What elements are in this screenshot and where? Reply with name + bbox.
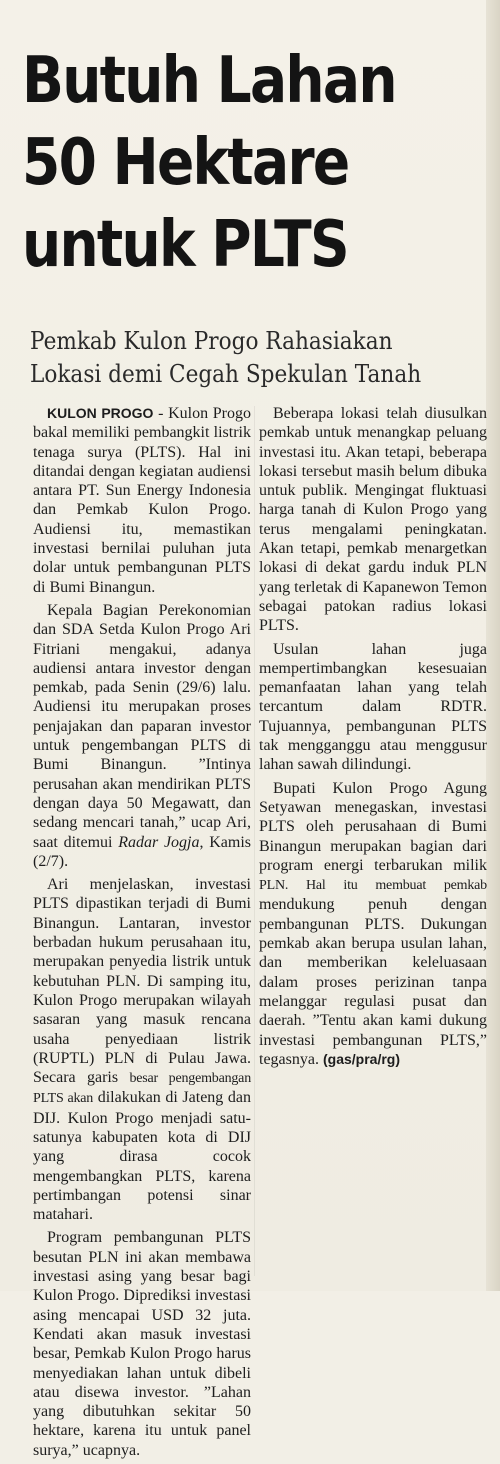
headline-line: Butuh Lahan <box>22 44 396 118</box>
paragraph-text: dilakukan di Jateng dan DIJ. Kulon Progo menjadi satu-satunya kabupaten kota di DIJ yang dirasa cocok mengembangkan PLTS, karena pertimbangan potensi sinar matahari. <box>33 1089 251 1224</box>
paragraph-text: besar pengembangan PLTS akan <box>33 1071 251 1107</box>
paragraph-1 <box>33 404 251 597</box>
paragraph-2 <box>33 601 251 871</box>
paragraph-text: Ari menjelaskan, investasi PLTS dipastikan terjadi di Bumi Binangun. Lantaran, investor berbadan hukum perusahaan itu, merupakan penyedia listrik untuk kebutuhan PLN. Di samping itu, Kulon Progo merupakan wilayah sasaran yang masuk rencana usaha penyediaan listrik (RUPTL) PLN di Pulau Jawa. Secara garis <box>33 876 251 1087</box>
paragraph-text: PLN. Hal itu membuat pemkab <box>259 878 487 894</box>
adjacent-page-edge <box>486 0 500 1291</box>
column-divider <box>254 406 255 1276</box>
paragraph-text: Bupati Kulon Progo Agung Setyawan menegaskan, investasi PLTS oleh perusahaan di Bumi Binangun merupakan bagian dari program energi terbarukan milik <box>259 779 487 874</box>
article-column-right <box>259 404 487 1073</box>
paragraph-5: Beberapa lokasi telah diusulkan pemkab untuk menangkap peluang investasi itu. Akan tetapi, beberapa lokasi tersebut masih belum dibuka untuk publik. Mengingat fluktuasi harga tanah di Kulon Progo yang terus mengalami peningkatan. Akan tetapi, pemkab menargetkan lokasi di dekat gardu induk PLN yang terletak di Kapanewon Temon sebagai patokan radius lokasi PLTS. <box>259 405 487 635</box>
reporter-credit: (gas/pra/rg) <box>322 1050 400 1067</box>
paragraph-text: Kepala Bagian Perekonomian dan SDA Setda Kulon Progo Ari Fitriani mengakui, adanya audiensi antara investor dengan pemkab, pada Senin (29/6) lalu. Audiensi itu merupakan proses penjajakan dan paparan investor untuk pengembangan PLTS di Bumi Binangun. ”Intinya perusahan akan mendirikan PLTS dengan daya 50 Megawatt, dan sedang mencari tanah,” ucap Ari, saat ditemui <box>33 601 251 851</box>
paragraph-text: - Kulon Progo bakal memiliki pembangkit listrik tenaga surya (PLTS). Hal ini ditandai dengan kegiatan audiensi antara PT. Sun Energy Indonesia dan Pemkab Kulon Progo. Audiensi itu, memastikan investasi bernilai puluhan juta dolar untuk pembangunan PLTS di Bumi Binangun. <box>33 405 251 596</box>
publication-name: Radar Jogja <box>118 833 200 851</box>
paragraph-6: Usulan lahan juga mempertimbangkan kesesuaian pemanfaatan lahan yang telah tercantum dalam RDTR. Tujuannya, pembangunan PLTS tak mengganggu atau menggusur lahan sawah dilindungi. <box>259 640 487 774</box>
article-headline <box>22 40 426 286</box>
paragraph-text: mendukung penuh dengan pembangunan PLTS. Dukungan pemkab akan berupa usulan lahan, dan memberikan keleluasaan dalam proses perizinan tanpa melanggar regulasi pusat dan daerah. ”Tentu akan kami dukung investasi pembangunan PLTS,” tegasnya. <box>259 896 487 1068</box>
paragraph-7 <box>259 779 487 1069</box>
article-subheadline <box>30 325 490 391</box>
article-column-left <box>33 404 251 1464</box>
paragraph-3 <box>33 875 251 1224</box>
paragraph-text: , Kamis (2/7). <box>33 833 251 870</box>
dateline: KULON PROGO <box>47 405 154 421</box>
headline-line: untuk PLTS <box>22 208 348 282</box>
subheadline-line: Lokasi demi Cegah Spekulan Tanah <box>30 360 422 388</box>
headline-line: 50 Hektare <box>22 126 349 200</box>
paragraph-4: Program pembangunan PLTS besutan PLN ini akan membawa investasi asing yang besar bagi Kulon Progo. Diprediksi investasi asing mencapai USD 32 juta. Kendati akan masuk investasi besar, Pemkab Kulon Progo harus menyediakan lahan untuk dibeli atau disewa investor. ”Lahan yang dibutuhkan sekitar 50 hektare, karena itu untuk panel surya,” ucapnya. <box>33 1229 251 1459</box>
subheadline-line: Pemkab Kulon Progo Rahasiakan <box>30 327 393 355</box>
